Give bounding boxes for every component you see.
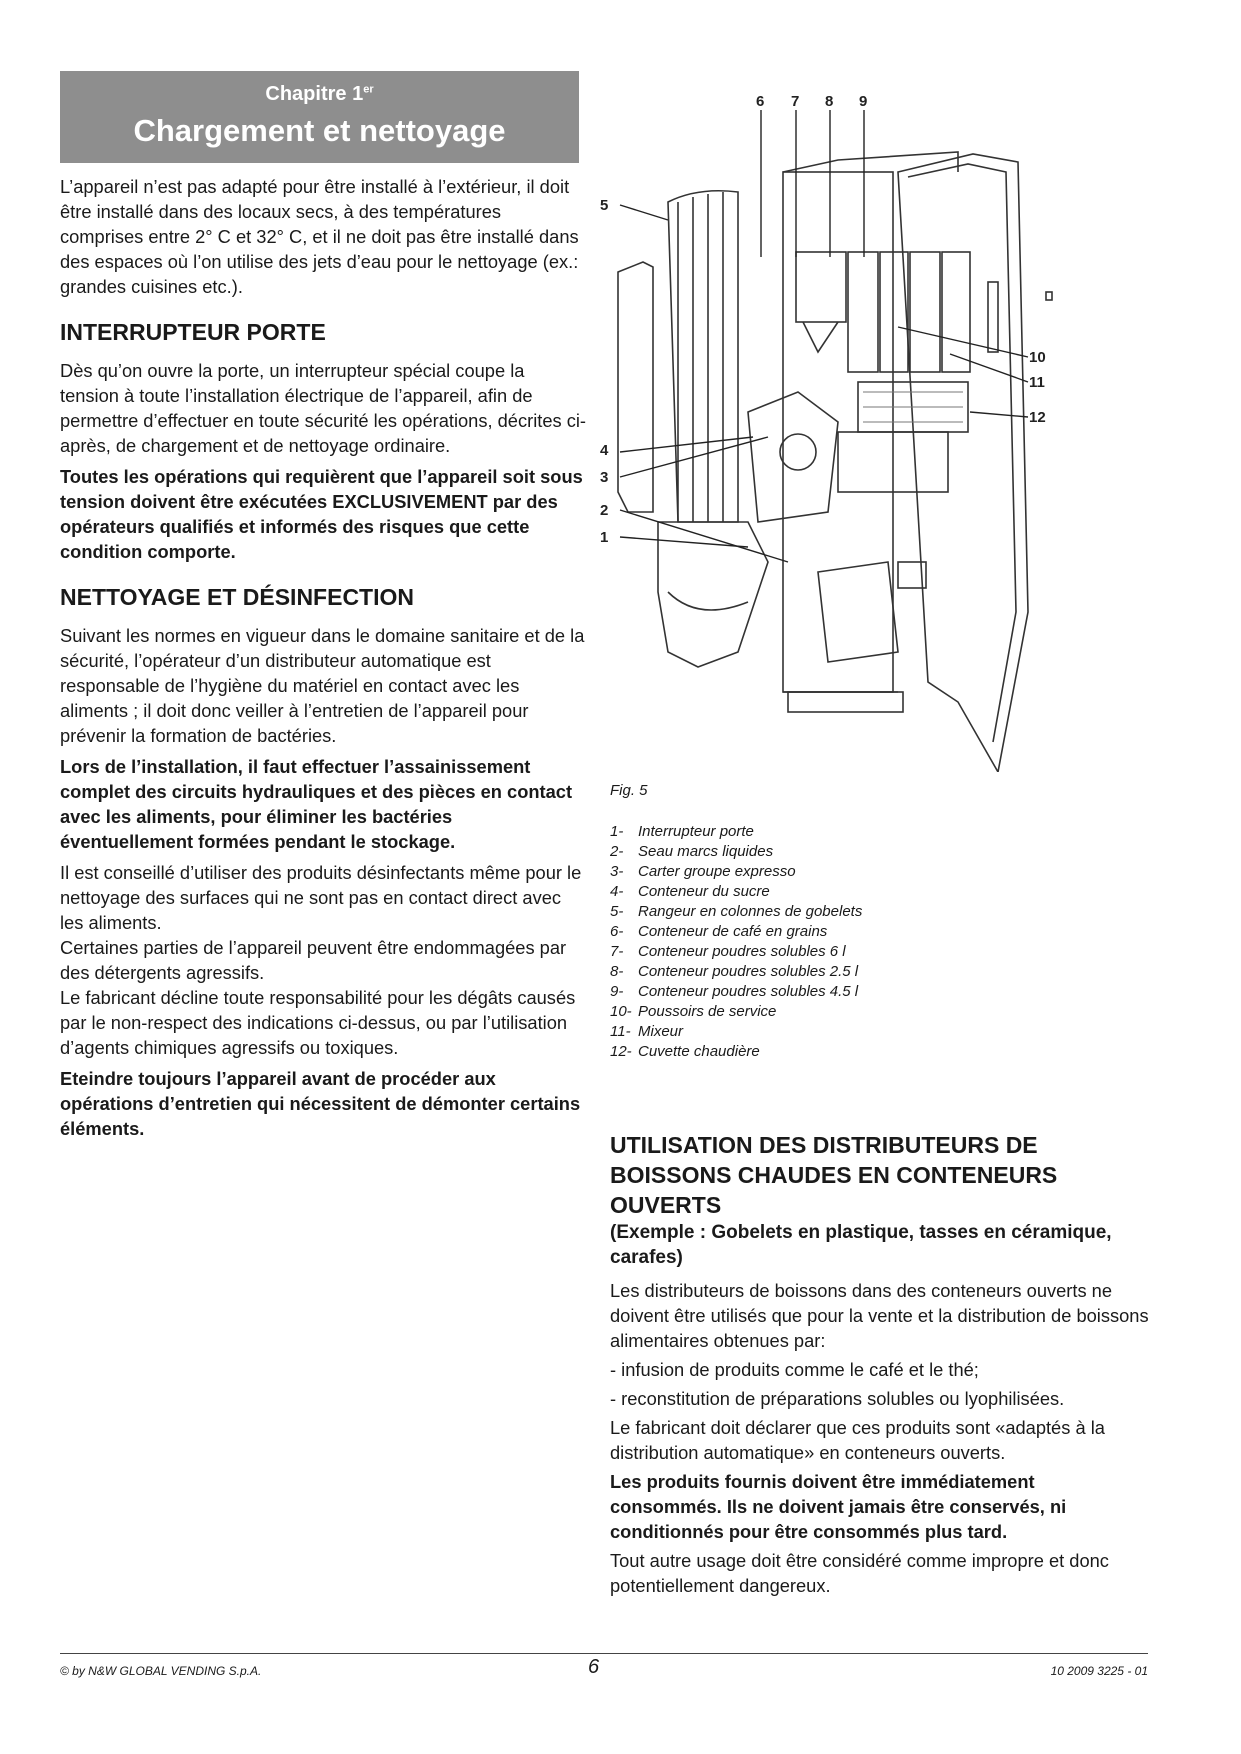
callout-2: 2 — [600, 502, 609, 519]
chapter-title: Chargement et nettoyage — [133, 113, 506, 148]
legend-item — [610, 982, 862, 1002]
callout-7: 7 — [791, 93, 800, 110]
legend-text: Carter groupe expresso — [638, 863, 796, 880]
heading-nettoyage: NETTOYAGE ET DÉSINFECTION — [60, 584, 414, 610]
improper-use-paragraph: Tout autre usage doit être considéré comme impropre et donc potentiellement dangereux. — [610, 1550, 1109, 1596]
subheading-exemple: (Exemple : Gobelets en plastique, tasses en céramique, carafes) — [610, 1222, 1112, 1268]
figure-legend — [610, 822, 862, 1062]
vending-machine-figure — [598, 92, 1138, 772]
legend-item — [610, 1022, 862, 1042]
usage-item-infusion: - infusion de produits comme le café et le thé; — [610, 1359, 979, 1380]
legend-num: 10- — [610, 1003, 632, 1020]
footer-doc-code: 10 2009 3225 - 01 — [1050, 1664, 1148, 1678]
consumption-warning: Les produits fournis doivent être immédiatement consommés. Ils ne doivent jamais être conservés, ni conditionnés pour être consommés plus tard. — [610, 1471, 1067, 1542]
legend-num: 3- — [610, 863, 624, 880]
legend-num: 1- — [610, 823, 624, 840]
chapter-label-sup: er — [363, 83, 374, 96]
callout-4: 4 — [600, 442, 609, 459]
callout-9: 9 — [859, 93, 868, 110]
power-off-warning: Eteindre toujours l’appareil avant de procéder aux opérations d’entretien qui nécessitent de démonter certains éléments. — [60, 1068, 581, 1139]
legend-text: Seau marcs liquides — [638, 843, 774, 860]
legend-text: Mixeur — [638, 1023, 684, 1040]
legend-item — [610, 922, 862, 942]
legend-text: Conteneur poudres solubles 6 l — [638, 943, 846, 960]
hygiene-paragraph: Suivant les normes en vigueur dans le domaine sanitaire et de la sécurité, l’opérateur d’un distributeur automatique est responsable de l’hygiène du matériel en contact avec les aliments ; il doit donc veiller à l’entretien de l’appareil pour prévenir la formation de bactéries. — [60, 625, 585, 746]
legend-text: Poussoirs de service — [638, 1003, 777, 1020]
right-column — [610, 1130, 1150, 1598]
legend-num: 11- — [610, 1023, 631, 1040]
legend-num: 12- — [610, 1043, 632, 1060]
callout-10: 10 — [1029, 349, 1046, 366]
chapter-banner — [60, 71, 579, 163]
legend-num: 9- — [610, 983, 624, 1000]
legend-text: Conteneur de café en grains — [638, 923, 828, 940]
callout-5: 5 — [600, 197, 609, 214]
callout-1: 1 — [600, 529, 609, 546]
heading-interrupteur-porte: INTERRUPTEUR PORTE — [60, 319, 326, 345]
chapter-label — [60, 83, 579, 106]
vending-machine-drawing — [598, 92, 1138, 772]
legend-item — [610, 882, 862, 902]
detergent-paragraph: Certaines parties de l’appareil peuvent être endommagées par des détergents agressifs. — [60, 937, 567, 983]
legend-num: 5- — [610, 903, 624, 920]
callout-3: 3 — [600, 469, 609, 486]
legend-num: 4- — [610, 883, 624, 900]
legend-item — [610, 862, 862, 882]
footer-rule — [60, 1653, 1148, 1654]
heading-utilisation: UTILISATION DES DISTRIBUTEURS DE BOISSONS CHAUDES EN CONTENEURS OUVERTS — [610, 1132, 1058, 1218]
footer-copyright: © by N&W GLOBAL VENDING S.p.A. — [60, 1664, 262, 1678]
door-switch-paragraph: Dès qu’on ouvre la porte, un interrupteur spécial coupe la tension à toute l’installation électrique de l’appareil, afin de permettre d’effectuer en toute sécurité les opérations, décrites ci-après, de chargement et de nettoyage ordinaire. — [60, 360, 587, 456]
liability-paragraph: Le fabricant décline toute responsabilité pour les dégâts causés par le non-respect des indications ci-dessus, ou par l’utilisation d’agents chimiques agressifs ou toxiques. — [60, 987, 576, 1058]
callout-8: 8 — [825, 93, 834, 110]
legend-item — [610, 902, 862, 922]
intro-paragraph: L’appareil n’est pas adapté pour être installé à l’extérieur, il doit être installé dans des locaux secs, à des températures comprises entre 2° C et 32° C, et il ne doit pas être installé dans des espaces où l’on utilise des jets d’eau pour le nettoyage (ex.: grandes cuisines etc.). — [60, 176, 579, 297]
door-switch-warning: Toutes les opérations qui requièrent que l’appareil soit sous tension doivent être exécutées EXCLUSIVEMENT par des opérateurs qualifiés et informés des risques que cette condition comporte. — [60, 466, 583, 562]
page-number: 6 — [588, 1656, 600, 1678]
callout-12: 12 — [1029, 409, 1046, 426]
legend-item — [610, 942, 862, 962]
callout-6: 6 — [756, 93, 765, 110]
legend-item — [610, 1042, 862, 1062]
chapter-label-text: Chapitre 1 — [265, 83, 364, 105]
figure-caption: Fig. 5 — [610, 782, 648, 799]
legend-text: Cuvette chaudière — [638, 1043, 760, 1060]
legend-num: 6- — [610, 923, 624, 940]
legend-text: Conteneur poudres solubles 2.5 l — [638, 963, 859, 980]
legend-text: Conteneur du sucre — [638, 883, 770, 900]
disinfectant-paragraph: Il est conseillé d’utiliser des produits désinfectants même pour le nettoyage des surfaces qui ne sont pas en contact direct avec les aliments. — [60, 862, 582, 933]
callout-11: 11 — [1029, 374, 1045, 391]
legend-text: Interrupteur porte — [638, 823, 754, 840]
usage-item-reconstitution: - reconstitution de préparations solubles ou lyophilisées. — [610, 1388, 1065, 1409]
legend-num: 8- — [610, 963, 624, 980]
legend-item — [610, 842, 862, 862]
legend-num: 7- — [610, 943, 624, 960]
legend-item — [610, 1002, 862, 1022]
manufacturer-paragraph: Le fabricant doit déclarer que ces produits sont «adaptés à la distribution automatique» en conteneurs ouverts. — [610, 1417, 1105, 1463]
legend-text: Rangeur en colonnes de gobelets — [638, 903, 863, 920]
legend-num: 2- — [610, 843, 624, 860]
legend-text: Conteneur poudres solubles 4.5 l — [638, 983, 859, 1000]
legend-item — [610, 962, 862, 982]
sanitation-warning: Lors de l’installation, il faut effectuer l’assainissement complet des circuits hydrauliques et des pièces en contact avec les aliments, pour éliminer les bactéries éventuellement formées pendant le stockage. — [60, 756, 573, 852]
left-column — [60, 174, 588, 1141]
usage-paragraph: Les distributeurs de boissons dans des conteneurs ouverts ne doivent être utilisés que pour la vente et la distribution de boissons alimentaires obtenues par: — [610, 1280, 1149, 1351]
legend-item — [610, 822, 862, 842]
